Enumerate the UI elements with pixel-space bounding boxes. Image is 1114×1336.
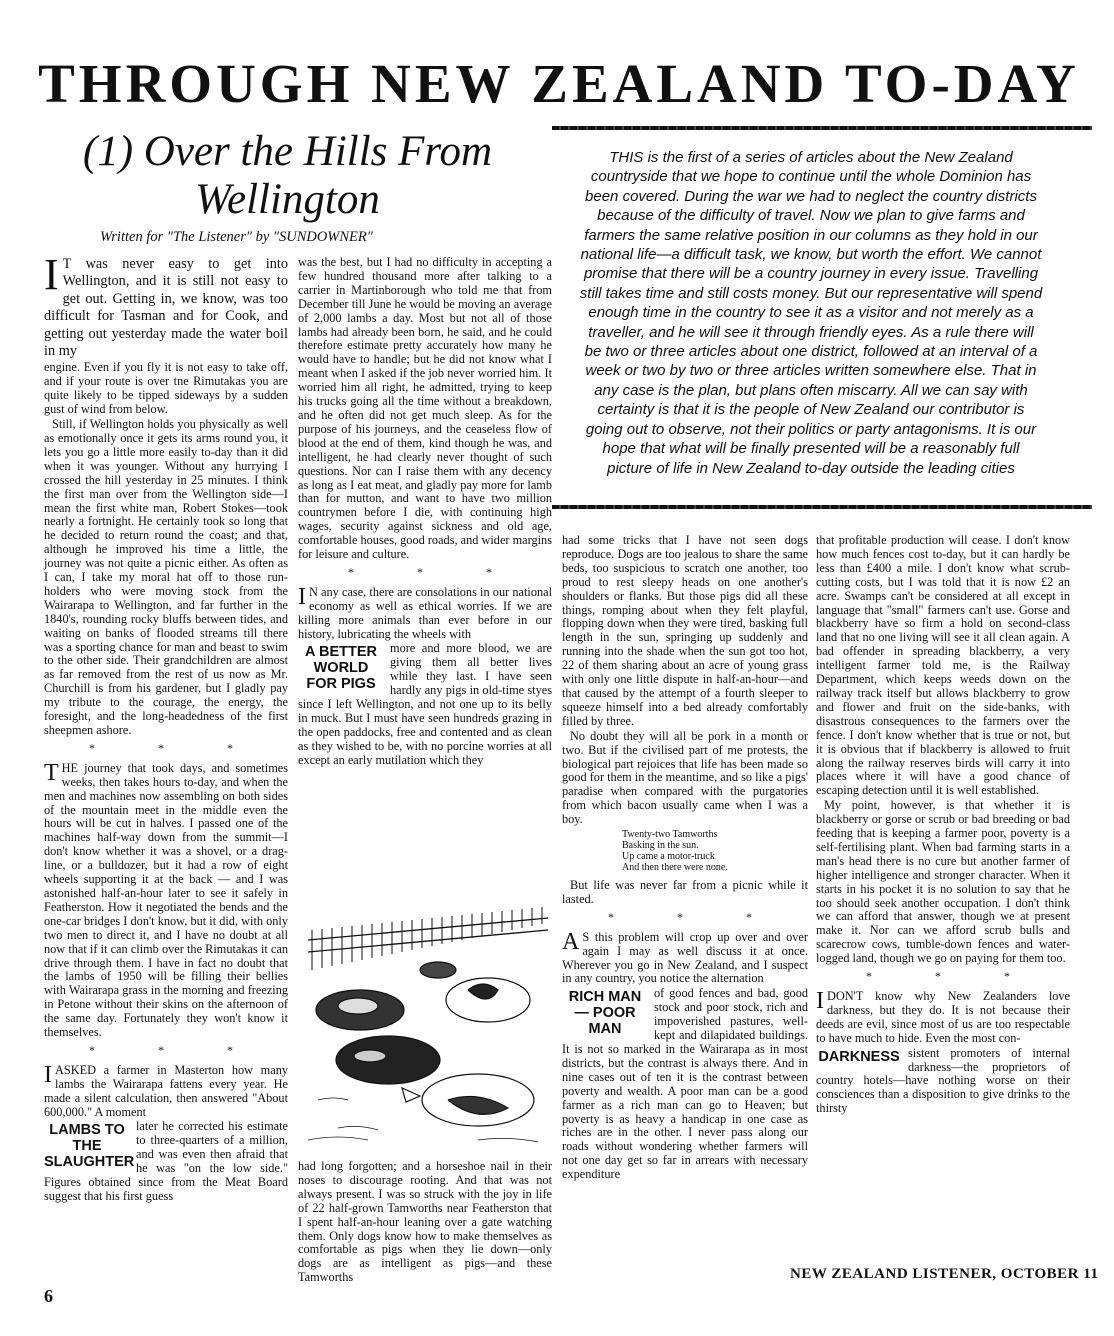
page-number: 6: [44, 1286, 53, 1306]
editor-intro: THIS is the first of a series of articles about the New Zealand countryside that we hope to continue until the whole Dominion has been covered. During the war we had to neglect the country districts because of the difficulty of travel. Now we plan to give farms and farmers the same relative position in our columns as they hold in our national life—a difficult task, we know, but worth the effort. We cannot promise that there will be a country journey in every issue. Travelling still takes time and still costs money. But our representative will spend enough time in the country to see it as a visitor and not merely as a traveller, and he will see it through friendly eyes. As a rule there will be two or three articles about one district, followed at an interval of a week or two by two or three articles written somewhere else. That in any case is the plan, but plans often miscarry. All we can say with certainty is that it is the people of New Zealand our contributor is going out to observe, not their politics or party antagonisms. It is our hope that what will be finally presented will be a reasonably full picture of life in New Zealand to-day outside the leading cities: [579, 149, 1043, 477]
publication-footer: NEW ZEALAND LISTENER, OCTOBER 11: [790, 1266, 1099, 1282]
column-1: [44, 250, 288, 1205]
paragraph: IASKED a farmer in Masterton how many lambs the Wairarapa fattens every year. He made a silent calculation, then answered "About 600,000." A moment: [44, 1061, 288, 1119]
masthead: THROUGH NEW ZEALAND TO-DAY: [38, 53, 1080, 114]
article-title-line2: Wellington: [195, 176, 380, 223]
column-4: [816, 534, 1070, 1117]
paragraph: that profitable production will cease. I don't know how much fences cost to-day, but it can hardly be less than £400 a mile. I don't know what scrub-cutting costs, but I was told that it is now £2 an acre. Swamps can't be considered at all except in language that "small" farmers can't use. Gorse and blackberry have so firm a hold on second-class land that no one living will see it all clean again. A bad offender in spreading blackberry, a very intelligent farmer told me, is the Railway Department, which keeps weeds down on the railway track itself but allows blackberry to grow and flower and fruit on the side-banks, with disastrous consequences to the farmers over the fence. I don't know whether that is true or not, but it is obvious that if blackberry is allowed to fruit along the railway reserves birds will carry it into places where it will have a good chance of escaping detection until it is well established.: [816, 533, 1070, 798]
section-break: * * *: [89, 1042, 263, 1057]
paragraph: DARKNESS sistent promoters of internal darkness—the proprietors of country hotels—have nothing worse on their consciences than a disposition to give drinks to the thirsty: [816, 1045, 1070, 1116]
side-heading: A BETTER WORLD FOR PIGS: [305, 644, 377, 693]
paragraph: A BETTER WORLD FOR PIGS more and more blood, we are giving them all better lives while they last. I have seen hardly any pigs in old-time styes since I left Wellington, and not one up to its belly in muck. But I must have seen hundreds grazing in the open paddocks, free and contented and as clean as they wished to be, with no porcine worries at all except an early mutilation which they: [298, 641, 552, 767]
byline: Written for "The Listener" by "SUNDOWNER": [100, 229, 373, 245]
paragraph: had long forgotten; and a horseshoe nail in their noses to discourage rooting. And that was not always present. I was so struck with the joy in life of 22 half-grown Tamworths near Featherston that I spent half-an-hour leaning over a gate watching them. Only dogs know how to make themselves as comfortable as pigs when they lie down—only dogs are as intelligent as pigs—and these Tamworths: [298, 1159, 552, 1285]
side-heading: RICH MAN— POOR MAN: [568, 989, 642, 1038]
paragraph: I T was never easy to get into Wellington, and it is still not easy to get out. Getting in, we know, was too difficult for Tasman and for Cook, and getting out yesterday made the water boil in my: [44, 250, 288, 360]
verse-line: Up came a motor-truck: [622, 851, 715, 863]
paragraph: Still, if Wellington holds you physically as well as emotionally once it gets its arms round you, it lets you go a little more easily to-day than it did when it was younger. Without any hurrying I crossed the hill yesterday in 25 minutes. I think the first man over from the Wellington side—I mean the first white man, Robert Stokes—took nearly a fortnight. He certainly took so long that he decided to return round the coast; and that, although he improved his time a little, the journey was not quite a picnic either. As often as I can, I take my moral hat off to those run-holders who were moving stock from the Wairarapa to Wellington, and far further in the 1840's, rounding rocky bluffs between tides, and waiting on banks of flooded streams till there was a sporting chance for man and beast to swim to the other side. Their grandchildren are almost as far removed from the rest of us now as Mr. Churchill is from his gardener, but I gladly pay my tribute to the courage, the energy, the foresight, and the long-headedness of the first sheepmen ashore.: [44, 417, 288, 737]
verse: [622, 829, 808, 873]
column-3: [562, 534, 808, 1183]
rule-top: [552, 126, 1092, 130]
section-break: * * *: [348, 564, 522, 579]
rule-intro-bottom: [552, 505, 1092, 509]
paragraph: No doubt they will all be pork in a month or two. But if the civilised part of me protests, the biological part rejoices that life has been made so good for them in the meantime, and so like a pigs' paradise when compared with the purgatories from which bacon usually came when I was a boy.: [562, 728, 808, 827]
drop-cap: I: [298, 583, 306, 610]
column-2: [298, 256, 552, 769]
side-heading: LAMBS TO THE SLAUGHTER: [44, 1122, 135, 1171]
paragraph: had some tricks that I have not seen dogs reproduce. Dogs are too jealous to share the same beds, too suspicious to scratch one another, too proud to rest sleepy heads on one another's shoulders or flanks. But those pigs did all these things, romping about when they felt playful, flopping down when they were tired, basking full length in the sun, springing up suddenly and running into the shade when the sun got too hot, 22 of them sharing about an acre of young grass with only one little dispute in half-an-hour—and that caused by the attempt of a fourth sleeper to squeeze himself into a bed already comfortably filled by three.: [562, 533, 808, 728]
paragraph: LAMBS TO THE SLAUGHTER later he corrected his estimate to three-quarters of a million, and was even then afraid that he was "on the low side." Figures obtained since from the Meat Board suggest that his first guess: [44, 1119, 288, 1203]
verse-line: And then there were none.: [622, 862, 728, 874]
verse-line: Basking in the sun.: [622, 840, 699, 852]
paragraph: THE journey that took days, and sometimes weeks, then takes hours to-day, and when the men and machines now assembling on both sides of the mountain meet in the middle even the hours will be cut in halves. I passed one of the machines half-way down from the summit—I don't know whether it was a shovel, or a drag-line, or a bulldozer, but it had a row of eight wheels supporting it at the back — and I was astonished half-an-hour later to see it safely in Featherston. How it negotiated the bends and the one-car bridges I don't know, but it did, with only two men to direct it, and I have no doubt at all now that if it can climb over the Rimutakas it can drive through them. I have in fact no doubt that the lambs of 1950 will be filling their bellies with Wairarapa grass in the morning and freezing in Petone without their skins on the afternoon of the same day. Fortunately they won't know it themselves.: [44, 759, 288, 1040]
section-break: * * *: [89, 740, 263, 755]
article-title-line1: (1) Over the Hills From: [82, 128, 493, 175]
drop-cap: I: [44, 250, 59, 299]
paragraph: But life was never far from a picnic while it lasted.: [562, 878, 808, 906]
column-2-bottom: [298, 1160, 552, 1286]
article-title: [40, 128, 535, 224]
paragraph: was the best, but I had no difficulty in accepting a few hundred thousand more after talking to a carrier in Martinborough who told me that from December till June he would be moving an average of 2,000 lambs a day. Most but not all of those lambs had already been born, he said, and he could therefore estimate pretty accurately how many he would have to handle; but he did not know what I meant when I asked if the job never worried him. It worried him all right, he admitted, trying to keep his trucks going all the time without a breakdown, and he often did not get much sleep. As for the purpose of his journeys, and the ceaseless flow of blood at the end of them, kind though he was, and intelligent, he had clearly never thought of such questions. Nor can I raise them with any decency as long as I eat meat, and gladly pay more for lamb than for mutton, and want to have two million countrymen before I die, with continuing high wages, security against sickness and old age, comfortable houses, good roads, and wider margins for leisure and culture.: [298, 255, 552, 562]
section-break: * * *: [608, 909, 782, 924]
drop-cap: I: [816, 988, 824, 1014]
paragraph: My point, however, is that whether it is blackberry or gorse or scrub or bad breeding or bad feeding that is keeping a farmer poor, poverty is a self-fertilising plant. When bad farming starts in a man's head there is no cure but another farmer of higher intelligence and stronger character. When it starts in his pocket it is no solution to say that he too should seek another occupation. I don't think we can afford that answer, though we at present make it. Nor can we afford scrub bulls and scarecrow cows, tumble-down fences and water-logged land, though we go on paying for them too.: [816, 798, 1070, 966]
verse-line: Twenty-two Tamworths: [622, 829, 718, 841]
drop-cap: A: [562, 928, 580, 955]
side-heading: DARKNESS: [818, 1048, 900, 1065]
drop-cap: I: [44, 1061, 52, 1088]
paragraph: RICH MAN— POOR MAN of good fences and bad, good stock and poor stock, rich and impoverished pastures, well-kept and dilapidated buildings. It is not so marked in the Wairarapa as in most districts, but the contrast is always there. And in nine cases out of ten it is the contrast between poverty and wealth. A poor man can be a good farmer as a rich man can go to Heaven; but poverty is as heavy a handicap in one case as riches are in the other. I never pass along our roads without wondering whether farmers will not one day get so far in arrears with necessary expenditure: [562, 986, 808, 1182]
pigs-illustration: [298, 900, 552, 1158]
paragraph: I N any case, there are consolations in our national economy as well as ethical worries. If we are killing more animals than ever before in our history, lubricating the wheels with: [298, 583, 552, 641]
paragraph: engine. Even if you fly it is not easy to take off, and if your route is over tne Rimutakas you are quite likely to be tipped sideways by a sudden gust of wind from below.: [44, 360, 288, 417]
paragraph: IDON'T know why New Zealanders love darkness, but they do. It is not because their deeds are evil, since most of us are too respectable to have much to hide. Even the most con-: [816, 988, 1070, 1045]
section-break: * * *: [866, 969, 1040, 984]
drop-cap: T: [44, 759, 59, 786]
paragraph: A S this problem will crop up over and over again I may as well discuss it at once. Wherever you go in New Zealand, and I suspect in any country, you notice the alternation: [562, 928, 808, 986]
